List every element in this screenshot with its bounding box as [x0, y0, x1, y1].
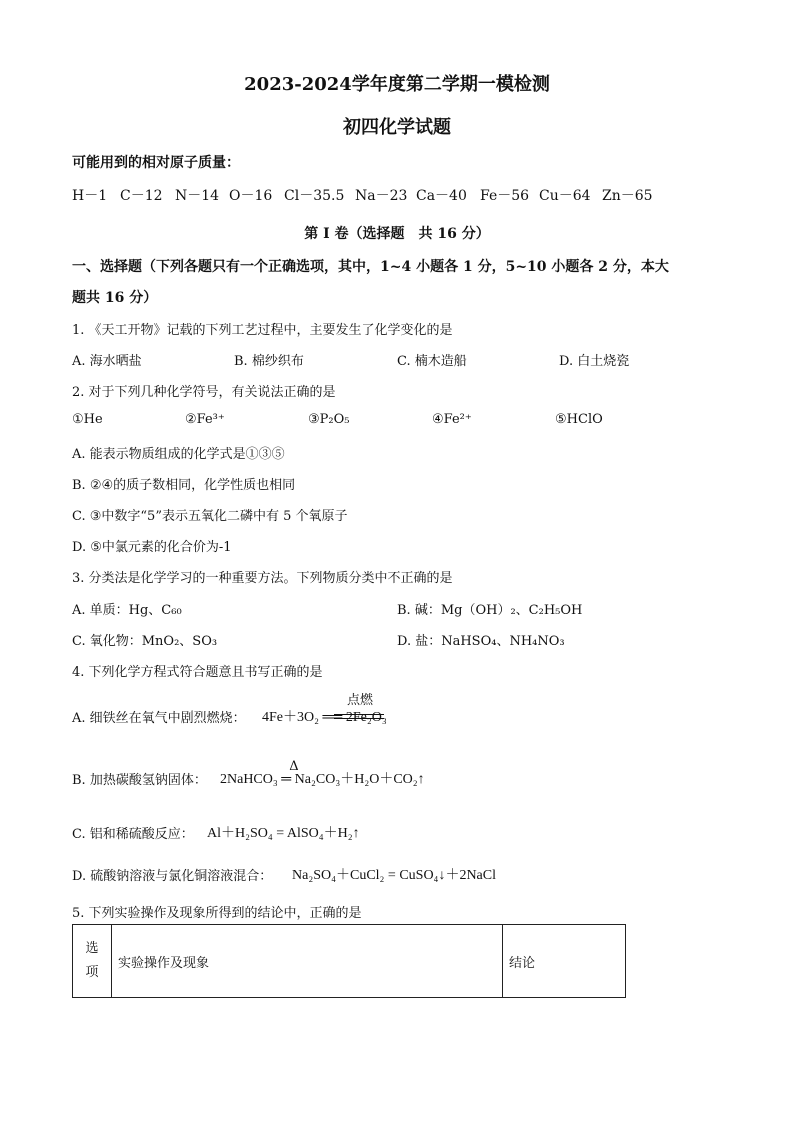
- q4-option-d-label: D. 硫酸钠溶液与氯化铜溶液混合：: [72, 869, 273, 884]
- q2-symbol: ④Fe²⁺: [432, 412, 472, 427]
- table-row: [73, 925, 626, 998]
- q4-option-a-label: A. 细铁丝在氧气中剧烈燃烧：: [72, 711, 246, 726]
- question-3-stem: 3. 分类法是化学学习的一种重要方法。下列物质分类中不正确的是: [72, 571, 453, 586]
- question-5-stem: 5. 下列实验操作及现象所得到的结论中，正确的是: [72, 906, 362, 921]
- q4-equation-b: 2NaHCO₃ ═ Na₂CO₃＋H₂O＋CO₂↑: [220, 772, 425, 787]
- section-heading: 第 I 卷（选择题 共 16 分）: [304, 226, 490, 242]
- q1-option-b: B. 棉纱织布: [234, 354, 304, 369]
- q2-symbol: ⑤HClO: [555, 412, 603, 427]
- section-instruction: 一、选择题（下列各题只有一个正确选项，其中，1~4 小题各 1 分，5~10 小题各 2 分，本大: [72, 259, 669, 275]
- q3-option-a: A. 单质：Hg、C₆₀: [72, 603, 182, 618]
- atomic-mass-item: C－12: [120, 188, 163, 204]
- q4-condition-b: Δ: [289, 759, 299, 774]
- atomic-mass-item: Zn－65: [602, 188, 653, 204]
- atomic-mass-item: Cl－35.5: [284, 188, 345, 204]
- table-header-text: 选项: [85, 941, 99, 980]
- atomic-mass-item: Ca－40: [416, 188, 467, 204]
- atomic-mass-item: Cu－64: [539, 188, 591, 204]
- question-4-stem: 4. 下列化学方程式符合题意且书写正确的是: [72, 665, 323, 680]
- q4-option-a: [72, 707, 246, 726]
- q4-option-b: [72, 769, 207, 788]
- section-instruction: 题共 16 分）: [72, 290, 158, 306]
- question-2-stem: 2. 对于下列几种化学符号，有关说法正确的是: [72, 385, 336, 400]
- q4-option-c: [72, 823, 194, 842]
- q4-option-b-label: B. 加热碳酸氢钠固体：: [72, 773, 207, 788]
- q2-symbol: ③P₂O₅: [308, 412, 350, 427]
- q3-option-d: D. 盐：NaHSO₄、NH₄NO₃: [397, 634, 565, 649]
- table-header-text: 实验操作及现象: [118, 955, 210, 971]
- q2-option-d: D. ⑤中氯元素的化合价为-1: [72, 540, 232, 555]
- q1-option-a: A. 海水晒盐: [72, 354, 142, 369]
- q4-equation-c: Al＋H₂SO₄ = AlSO₄＋H₂↑: [207, 826, 360, 841]
- table-header-option: [73, 925, 112, 998]
- table-header-conclusion: [503, 925, 626, 998]
- q2-option-a: A. 能表示物质组成的化学式是①③⑤: [72, 447, 285, 462]
- q2-option-b: B. ②④的质子数相同，化学性质也相同: [72, 478, 296, 493]
- q4-condition-a: 点燃: [346, 693, 373, 708]
- table-header-text: 结论: [509, 955, 536, 971]
- q4-equation-d: Na₂SO₄＋CuCl₂ = CuSO₄↓＋2NaCl: [292, 868, 496, 883]
- atomic-mass-item: N－14: [175, 188, 220, 204]
- q3-option-c: C. 氧化物：MnO₂、SO₃: [72, 634, 218, 649]
- q1-option-c: C. 楠木造船: [397, 354, 467, 369]
- q4-option-c-label: C. 铝和稀硫酸反应：: [72, 827, 194, 842]
- q5-table: [72, 924, 626, 998]
- atomic-mass-item: Fe－56: [480, 188, 530, 204]
- q2-symbol: ①He: [72, 412, 103, 427]
- q4-equation-a: 4Fe＋3O₂ ══ 2Fe₂O₃: [262, 710, 387, 725]
- q1-option-d: D. 白土烧瓷: [559, 354, 630, 369]
- question-1-stem: 1. 《天工开物》记载的下列工艺过程中，主要发生了化学变化的是: [72, 323, 453, 338]
- q2-symbol: ②Fe³⁺: [185, 412, 225, 427]
- page-title: 2023-2024学年度第二学期一模检测: [244, 74, 550, 95]
- page-subtitle: 初四化学试题: [343, 117, 451, 138]
- atomic-mass-item: H－1: [72, 188, 108, 204]
- q4-option-d: [72, 865, 272, 884]
- equation-double-line: [334, 714, 384, 719]
- atomic-mass-item: Na－23: [355, 188, 408, 204]
- atomic-mass-item: O－16: [229, 188, 273, 204]
- atomic-mass-label: 可能用到的相对原子质量：: [72, 155, 240, 171]
- table-header-procedure: [112, 925, 503, 998]
- q2-option-c: C. ③中数字“5”表示五氧化二磷中有 5 个氧原子: [72, 509, 348, 524]
- q3-option-b: B. 碱：Mg（OH）₂、C₂H₅OH: [397, 603, 583, 618]
